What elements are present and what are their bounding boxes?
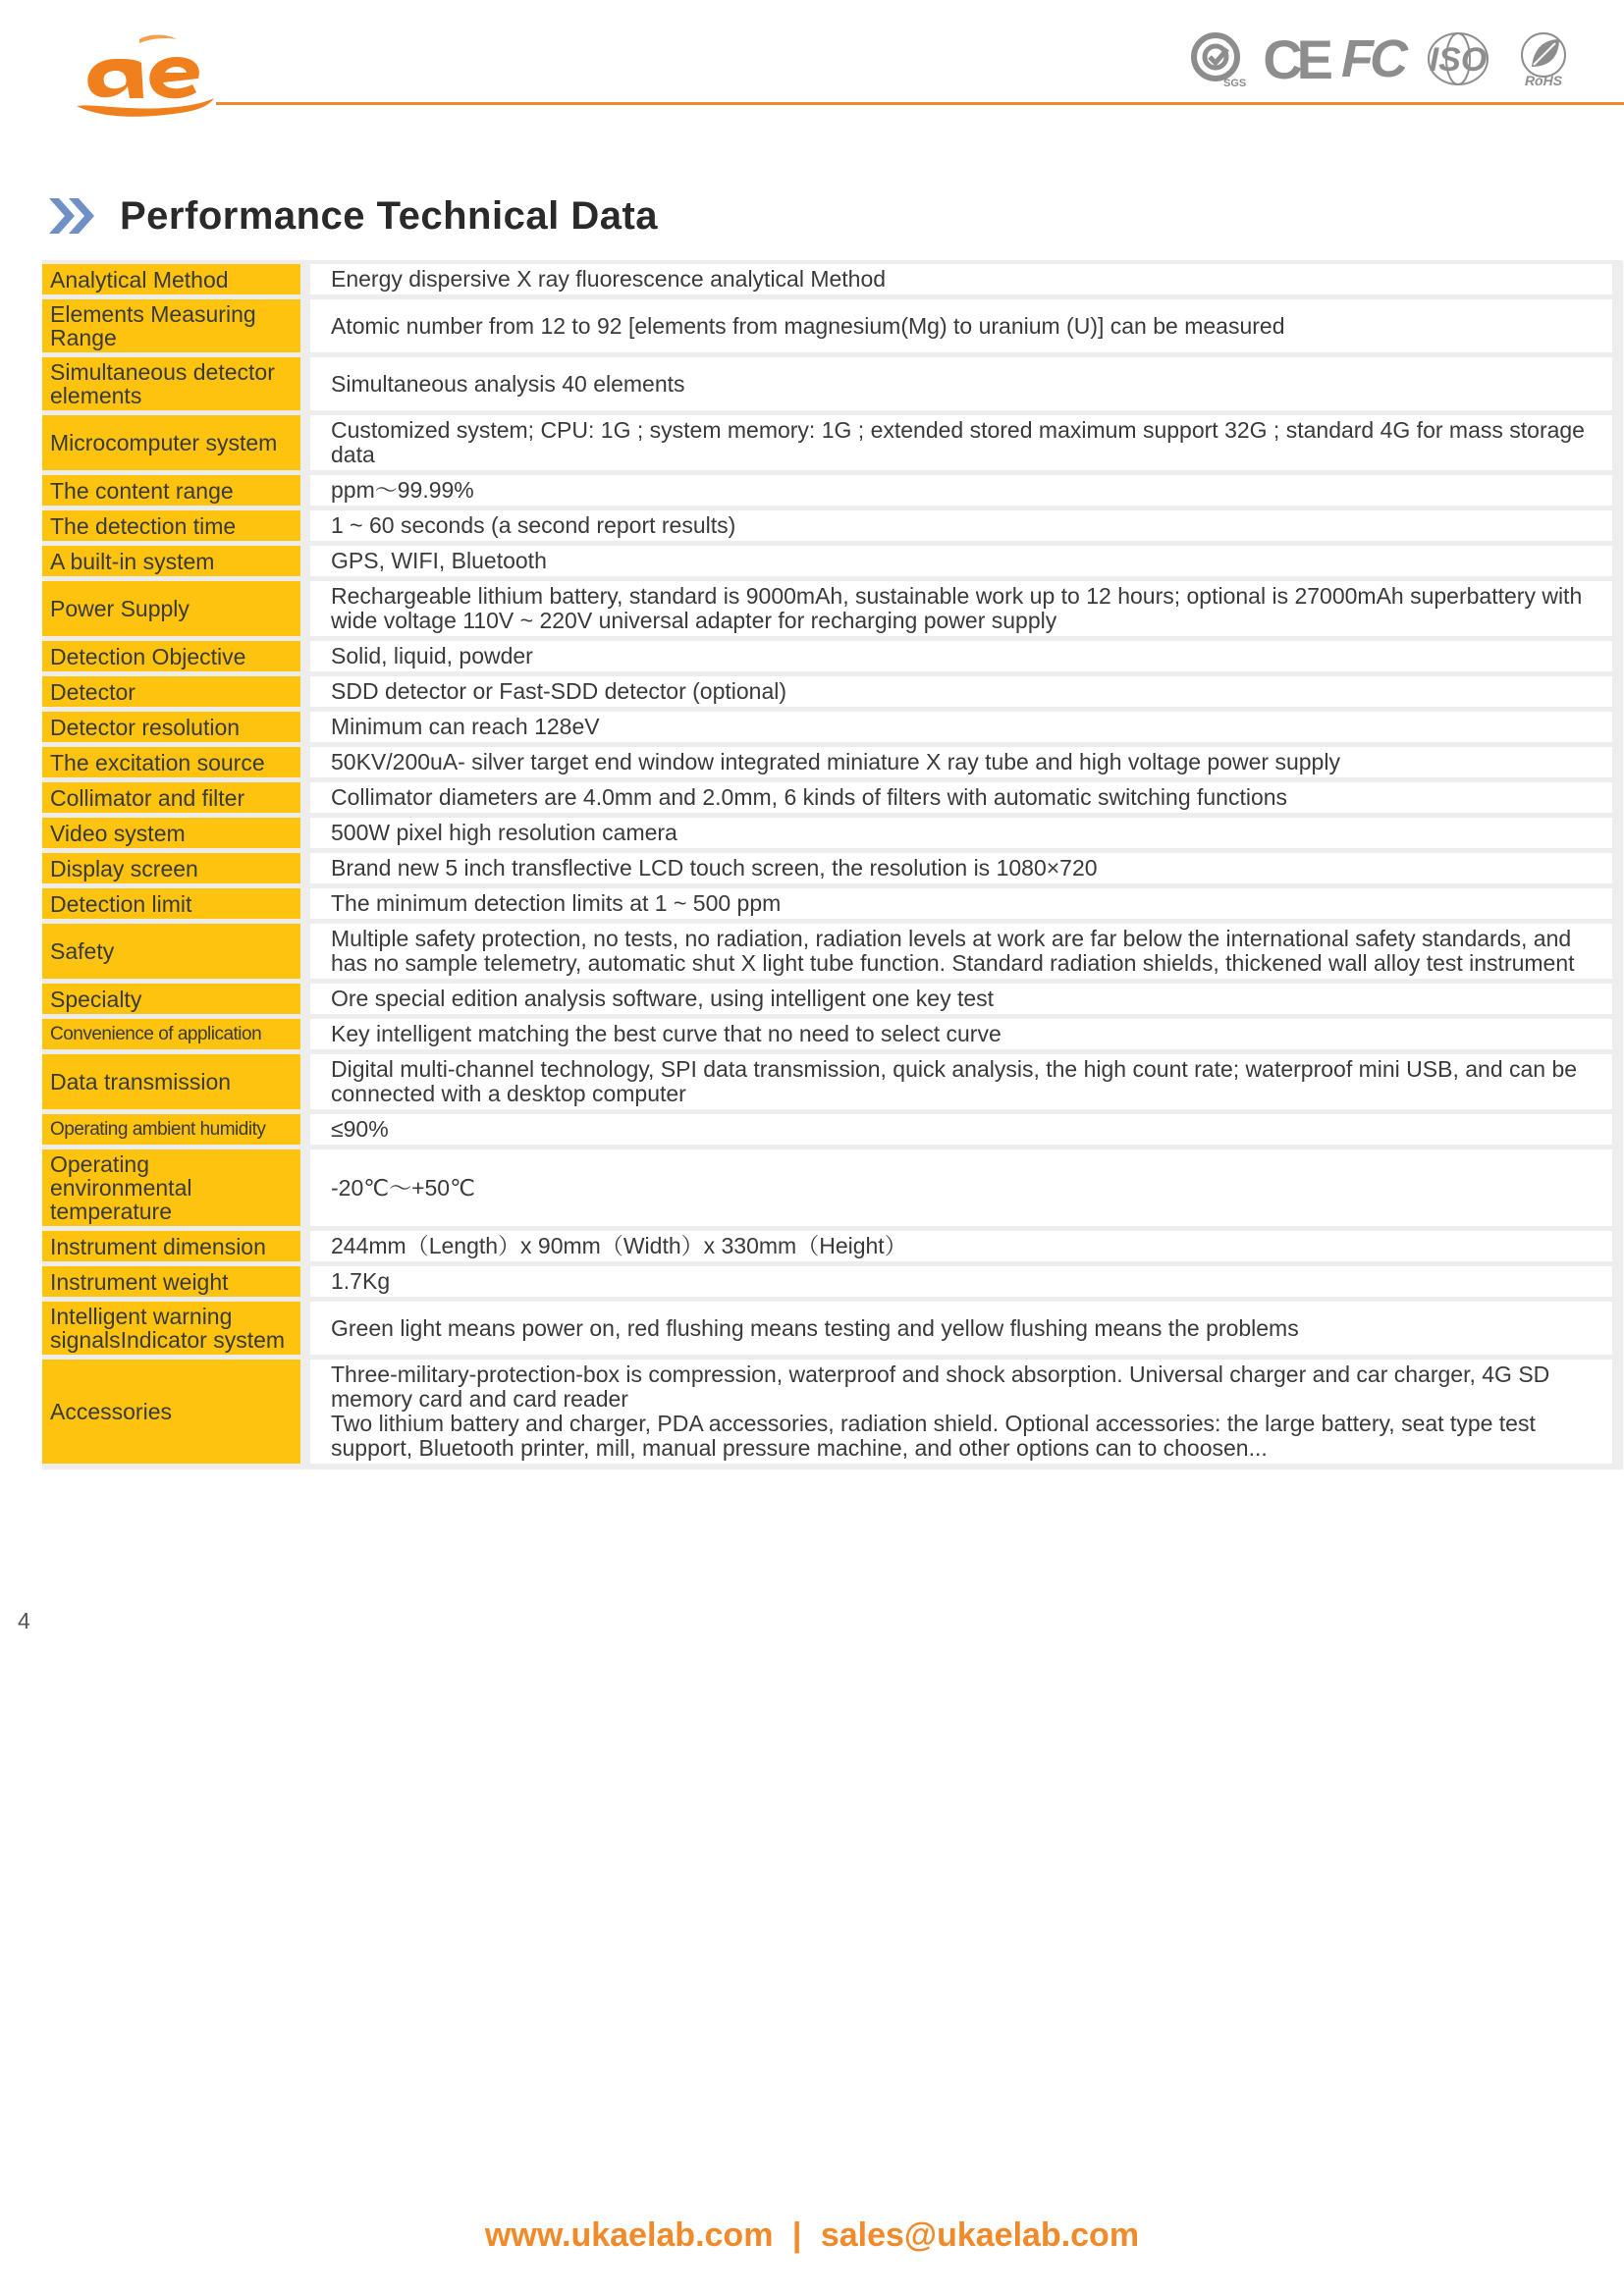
footer-email-link[interactable]: sales@ukaelab.com [820, 2216, 1140, 2254]
page-number: 4 [18, 1608, 30, 1633]
rohs-leaf-icon [1512, 29, 1575, 88]
spec-value-line: Collimator diameters are 4.0mm and 2.0mm, 6 kinds of filters with automatic switching functions [331, 784, 1288, 810]
spec-value-line: Rechargeable lithium battery, standard is 9000mAh, sustainable work up to 12 hours; optional is 27000mAh superbattery with wide voltage 110V ~ 220V universal adapter for recharging power supply [331, 583, 1583, 633]
spec-value [310, 924, 1612, 979]
spec-value [310, 712, 1612, 742]
spec-row [42, 984, 1623, 1014]
spec-label: Elements Measuring Range [42, 299, 300, 352]
footer-separator: | [791, 2216, 802, 2254]
spec-row [42, 712, 1623, 742]
spec-label: A built-in system [42, 546, 300, 576]
spec-value [310, 1302, 1612, 1355]
spec-value-line: 50KV/200uA- silver target end window integrated miniature X ray tube and high voltage power supply [331, 749, 1340, 774]
spec-value-line: -20℃～+50℃ [331, 1174, 475, 1201]
spec-label: Collimator and filter [42, 782, 300, 813]
spec-value [310, 984, 1612, 1014]
spec-value-line: Solid, liquid, powder [331, 643, 533, 668]
spec-value [310, 357, 1612, 410]
spec-row [42, 888, 1623, 919]
spec-label: Detection limit [42, 888, 300, 919]
spec-value-line: Key intelligent matching the best curve that no need to select curve [331, 1021, 1001, 1046]
spec-value-line: ≤90% [331, 1116, 389, 1142]
fcc-mark-icon: FC [1341, 29, 1404, 88]
spec-value-line: 244mm（Length）x 90mm（Width）x 330mm（Height） [331, 1233, 907, 1258]
spec-row [42, 818, 1623, 848]
spec-row [42, 747, 1623, 777]
spec-label: The excitation source [42, 747, 300, 777]
spec-value [310, 415, 1612, 470]
spec-label: Detection Objective [42, 641, 300, 671]
spec-value-line: Simultaneous analysis 40 elements [331, 370, 685, 397]
spec-value [310, 1231, 1612, 1261]
spec-row [42, 924, 1623, 979]
spec-row [42, 264, 1623, 294]
iso-label: ISO [1429, 41, 1488, 79]
spec-label: Simultaneous detector elements [42, 357, 300, 410]
spec-row [42, 1266, 1623, 1297]
spec-value-line: Brand new 5 inch transflective LCD touch screen, the resolution is 1080×720 [331, 855, 1098, 881]
spec-value-line: Atomic number from 12 to 92 [elements from magnesium(Mg) to uranium (U)] can be measured [331, 312, 1285, 339]
certification-logos [1186, 29, 1575, 88]
spec-value [310, 1054, 1612, 1109]
spec-label: Safety [42, 924, 300, 979]
spec-label: Operating ambient humidity [42, 1114, 300, 1145]
spec-label: Intelligent warning signalsIndicator system [42, 1302, 300, 1355]
spec-value [310, 299, 1612, 352]
spec-value [310, 546, 1612, 576]
spec-value [310, 641, 1612, 671]
spec-row [42, 853, 1623, 883]
spec-label: Video system [42, 818, 300, 848]
spec-label: Display screen [42, 853, 300, 883]
spec-row [42, 1302, 1623, 1355]
header-divider [216, 102, 1624, 105]
spec-row [42, 475, 1623, 506]
spec-value-line: SDD detector or Fast-SDD detector (optional) [331, 678, 787, 704]
spec-row [42, 782, 1623, 813]
spec-label: Accessories [42, 1360, 300, 1464]
spec-value [310, 853, 1612, 883]
spec-value [310, 888, 1612, 919]
spec-value [310, 1019, 1612, 1049]
spec-value [310, 676, 1612, 707]
spec-table [42, 260, 1623, 1469]
page-header [0, 0, 1624, 118]
spec-label: Specialty [42, 984, 300, 1014]
spec-row [42, 357, 1623, 410]
spec-value [310, 581, 1612, 636]
spec-value-line: Multiple safety protection, no tests, no radiation, radiation levels at work are far below the international safety standards, and has no sample telemetry, automatic shut X light tube function. Standard radiation shields, thickened wall alloy test instrument [331, 926, 1575, 976]
spec-label: Analytical Method [42, 264, 300, 294]
spec-label: The content range [42, 475, 300, 506]
spec-value-line: Energy dispersive X ray fluorescence analytical Method [331, 266, 887, 292]
spec-value-line: Three-military-protection-box is compression, waterproof and shock absorption. Universal charger and car charger, 4G SD memory card and card reader [331, 1362, 1550, 1412]
spec-value-line: Green light means power on, red flushing means testing and yellow flushing means the problems [331, 1314, 1299, 1341]
spec-row [42, 1360, 1623, 1464]
spec-value [310, 264, 1612, 294]
footer-website-link[interactable]: www.ukaelab.com [484, 2216, 774, 2254]
spec-label: The detection time [42, 510, 300, 541]
spec-row [42, 1149, 1623, 1226]
spec-value-line: 1.7Kg [331, 1268, 391, 1294]
spec-row [42, 1019, 1623, 1049]
spec-value-line: Digital multi-channel technology, SPI data transmission, quick analysis, the high count rate; waterproof mini USB, and can be connected with a desktop computer [331, 1056, 1578, 1106]
spec-value [310, 1360, 1612, 1464]
spec-value [310, 818, 1612, 848]
spec-row [42, 1231, 1623, 1261]
spec-value-line: 1 ~ 60 seconds (a second report results) [331, 512, 736, 538]
section-header [45, 187, 658, 245]
spec-label: Instrument weight [42, 1266, 300, 1297]
spec-value-line: The minimum detection limits at 1 ~ 500 ppm [331, 890, 782, 916]
spec-row [42, 1114, 1623, 1145]
spec-label: Microcomputer system [42, 415, 300, 470]
iso-globe-icon [1418, 29, 1498, 88]
section-title: Performance Technical Data [120, 193, 659, 238]
spec-label: Convenience of application [42, 1019, 300, 1049]
spec-value [310, 475, 1612, 506]
spec-label: Power Supply [42, 581, 300, 636]
spec-value-line: Ore special edition analysis software, using intelligent one key test [331, 986, 995, 1011]
spec-label: Data transmission [42, 1054, 300, 1109]
spec-value-line: Two lithium battery and charger, PDA accessories, radiation shield. Optional accessories: the large battery, seat type test support, Bluetooth printer, mill, manual pressure machine, and other options can to choosen... [331, 1411, 1536, 1461]
spec-label: Instrument dimension [42, 1231, 300, 1261]
spec-value-line: 500W pixel high resolution camera [331, 820, 677, 845]
spec-row [42, 299, 1623, 352]
spec-row [42, 546, 1623, 576]
spec-value-line: GPS, WIFI, Bluetooth [331, 548, 547, 573]
rohs-label: RoHS [1524, 73, 1563, 88]
spec-value-line: Customized system; CPU: 1G ; system memory: 1G ; extended stored maximum support 32G ; standard 4G for mass storage data [331, 417, 1585, 467]
spec-value [310, 782, 1612, 813]
double-chevron-right-icon [45, 192, 100, 240]
spec-label: Detector [42, 676, 300, 707]
company-logo [71, 29, 218, 123]
spec-value [310, 1266, 1612, 1297]
page-footer [0, 2216, 1624, 2255]
spec-row [42, 676, 1623, 707]
spec-value-line: Minimum can reach 128eV [331, 714, 600, 739]
sgs-seal-icon [1186, 29, 1249, 88]
ce-mark-icon: CE [1263, 27, 1328, 90]
spec-value [310, 1149, 1612, 1226]
spec-row [42, 510, 1623, 541]
spec-label: Operating environmental temperature [42, 1149, 300, 1226]
spec-row [42, 1054, 1623, 1109]
sgs-label: SGS [1223, 78, 1247, 88]
spec-value [310, 510, 1612, 541]
spec-row [42, 641, 1623, 671]
spec-row [42, 581, 1623, 636]
spec-value [310, 1114, 1612, 1145]
spec-row [42, 415, 1623, 470]
spec-value [310, 747, 1612, 777]
spec-label: Detector resolution [42, 712, 300, 742]
spec-value-line: ppm～99.99% [331, 477, 474, 503]
